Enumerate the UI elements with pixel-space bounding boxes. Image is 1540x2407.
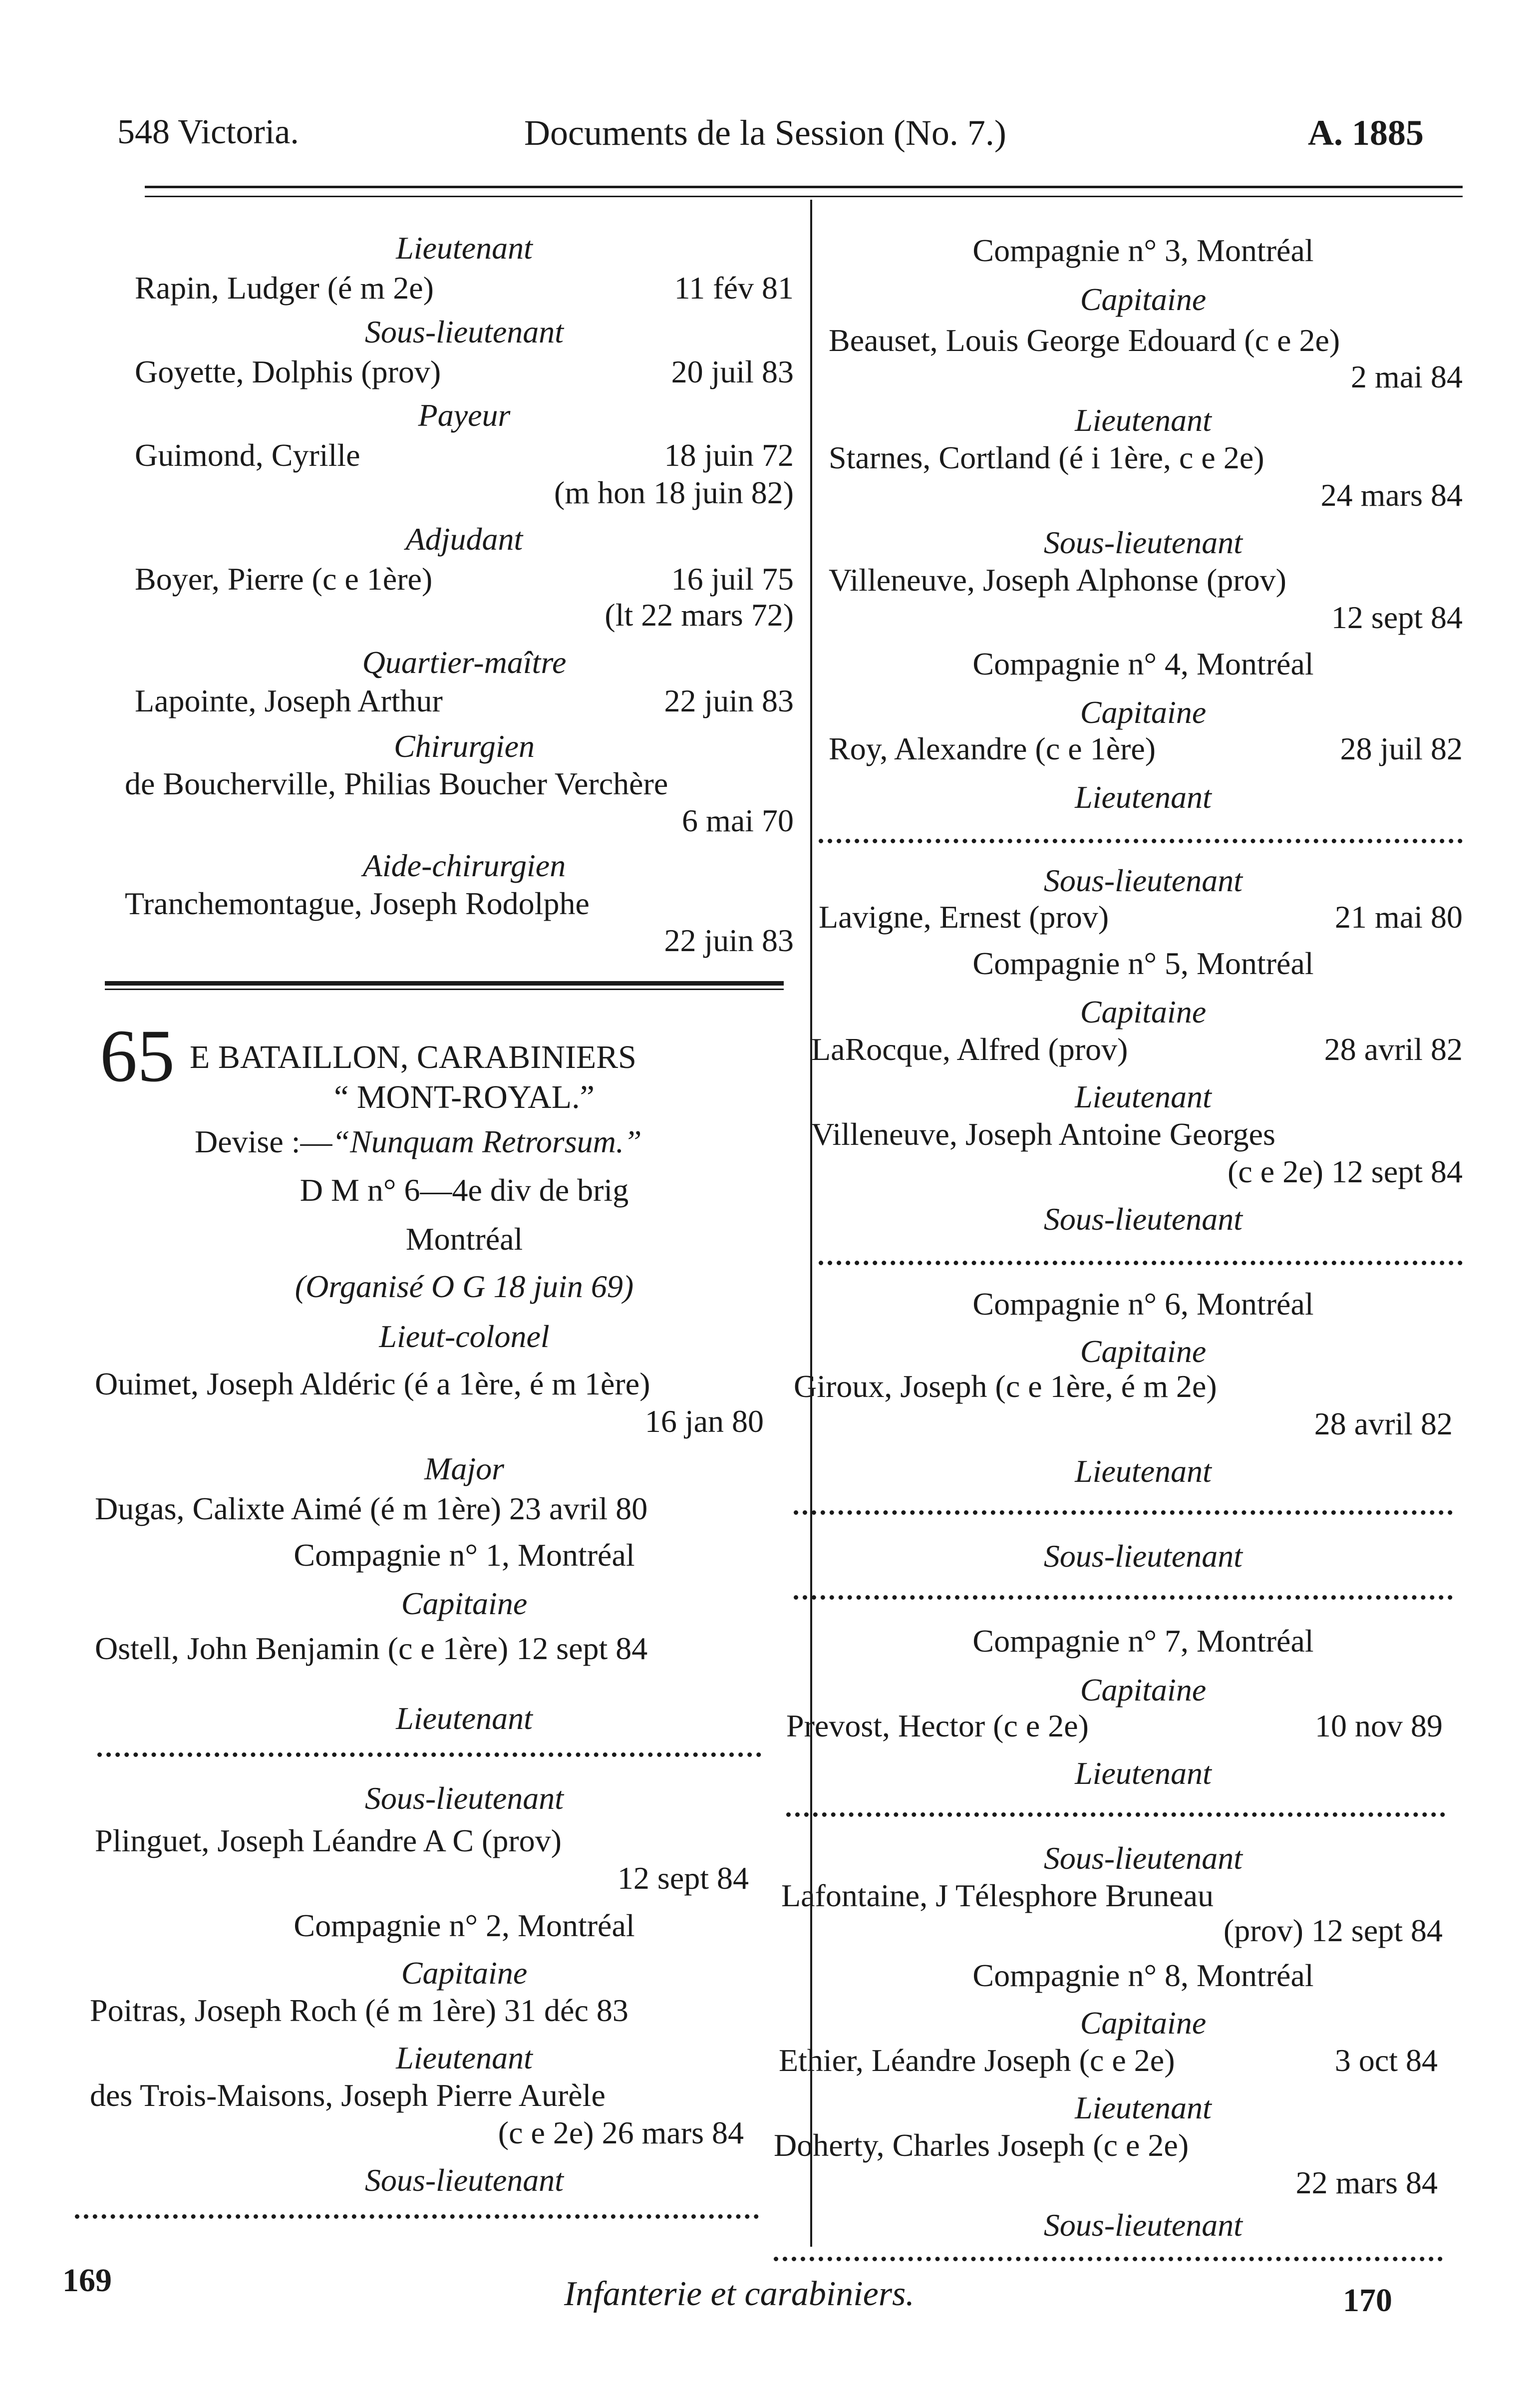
officer-note: (lt 22 mars 72): [605, 597, 794, 633]
officer-note: (m hon 18 juin 82): [554, 475, 794, 510]
section-rule-thin: [105, 989, 784, 990]
officer-date: 10 nov 89: [1315, 1708, 1443, 1743]
footer-page-left: 169: [62, 2262, 112, 2299]
officer-date: (c e 2e) 26 mars 84: [498, 2115, 744, 2150]
battalion-title: E BATAILLON, CARABINIERS: [190, 1039, 636, 1075]
vacancy-dots: [97, 1752, 761, 1757]
rank-label: Lieutenant: [1075, 1755, 1212, 1791]
rank-label: Sous-lieutenant: [1043, 1840, 1243, 1876]
rank-label: Sous-lieutenant: [364, 1780, 564, 1816]
officer-date: 24 mars 84: [1320, 477, 1463, 513]
officer-date: 28 avril 82: [1314, 1406, 1453, 1441]
officer-date: 12 sept 84: [1331, 600, 1463, 635]
company-heading: Compagnie n° 4, Montréal: [972, 646, 1314, 682]
vacancy-dots: [786, 1812, 1445, 1817]
company-heading: Compagnie n° 5, Montréal: [972, 946, 1314, 981]
header-page-ref: 548 Victoria.: [117, 113, 299, 151]
vacancy-dots: [794, 1595, 1453, 1600]
officer-name: Dugas, Calixte Aimé (é m 1ère) 23 avril 80: [95, 1491, 648, 1526]
officer-date: (c e 2e) 12 sept 84: [1228, 1154, 1463, 1189]
officer-name: Starnes, Cortland (é i 1ère, c e 2e): [829, 440, 1264, 475]
organisation-date: (Organisé O G 18 juin 69): [295, 1269, 634, 1304]
officer-date: 16 jan 80: [644, 1403, 764, 1439]
company-heading: Compagnie n° 1, Montréal: [294, 1537, 635, 1573]
rank-label: Sous-lieutenant: [364, 314, 564, 349]
officer-name: Rapin, Ludger (é m 2e): [135, 270, 434, 306]
rank-label: Capitaine: [1080, 994, 1207, 1030]
rank-label: Lieutenant: [1075, 1079, 1212, 1114]
officer-date: 3 oct 84: [1334, 2043, 1438, 2078]
officer-date: 20 juil 83: [671, 354, 794, 389]
officer-name: Plinguet, Joseph Léandre A C (prov): [95, 1823, 562, 1858]
rank-label: Capitaine: [1080, 694, 1207, 730]
rank-label: Sous-lieutenant: [1043, 2207, 1243, 2243]
rank-label: Lieutenant: [1075, 1453, 1212, 1489]
officer-name: Lafontaine, J Télesphore Bruneau: [781, 1878, 1214, 1913]
officer-name: de Boucherville, Philias Boucher Verchère: [125, 766, 668, 801]
rank-label: Lieutenant: [1075, 402, 1212, 438]
officer-name: Ouimet, Joseph Aldéric (é a 1ère, é m 1ère): [95, 1366, 650, 1401]
officer-name: Goyette, Dolphis (prov): [135, 354, 441, 389]
battalion-title-2: “ MONT-ROYAL.”: [334, 1079, 595, 1115]
vacancy-dots: [819, 1261, 1463, 1265]
officer-name: LaRocque, Alfred (prov): [811, 1032, 1128, 1067]
officer-date: 22 juin 83: [664, 923, 794, 958]
company-heading: Compagnie n° 7, Montréal: [972, 1623, 1314, 1659]
header-year: A. 1885: [1308, 113, 1424, 153]
officer-date: 12 sept 84: [617, 1860, 749, 1896]
rank-label: Aide-chirurgien: [362, 848, 566, 883]
officer-name: Roy, Alexandre (c e 1ère): [829, 731, 1156, 766]
motto-text: “Nunquam Retrorsum.”: [332, 1124, 642, 1159]
rank-label: Lieutenant: [1075, 779, 1212, 815]
motto-line: [195, 1126, 641, 1158]
officer-name: Poitras, Joseph Roch (é m 1ère) 31 déc 83: [90, 1993, 628, 2028]
rank-label: Capitaine: [1080, 282, 1207, 317]
officer-name: Lapointe, Joseph Arthur: [135, 683, 443, 718]
officer-name: Lavigne, Ernest (prov): [819, 899, 1109, 935]
header-title: Documents de la Session (No. 7.): [524, 113, 1006, 153]
officer-name: Guimond, Cyrille: [135, 437, 360, 473]
vacancy-dots: [819, 839, 1463, 843]
company-heading: Compagnie n° 2, Montréal: [294, 1908, 635, 1943]
rank-label: Sous-lieutenant: [1043, 525, 1243, 560]
rank-label: Quartier-maître: [362, 645, 567, 680]
officer-name: Giroux, Joseph (c e 1ère, é m 2e): [794, 1369, 1217, 1404]
rank-label: Lieutenant: [396, 230, 533, 266]
rank-label: Capitaine: [401, 1586, 528, 1621]
column-divider: [810, 200, 812, 2247]
company-heading: Compagnie n° 6, Montréal: [972, 1286, 1314, 1322]
officer-date: 2 mai 84: [1351, 359, 1463, 394]
officer-date: 28 juil 82: [1340, 731, 1463, 766]
officer-name: Ethier, Léandre Joseph (c e 2e): [779, 2043, 1175, 2078]
rank-label: Payeur: [418, 397, 511, 433]
vacancy-dots: [794, 1510, 1453, 1515]
officer-name: Villeneuve, Joseph Alphonse (prov): [829, 562, 1286, 598]
officer-date: 21 mai 80: [1335, 899, 1463, 935]
officer-name: Tranchemontague, Joseph Rodolphe: [125, 886, 590, 921]
battalion-number: 65: [100, 1015, 175, 1097]
company-heading: Compagnie n° 3, Montréal: [972, 233, 1314, 268]
officer-date: 11 fév 81: [674, 270, 794, 306]
rank-label: Lieutenant: [1075, 2090, 1212, 2125]
officer-name: des Trois-Maisons, Joseph Pierre Aurèle: [90, 2077, 606, 2113]
footer-section-title: Infanterie et carabiniers.: [564, 2275, 915, 2313]
officer-date: 22 juin 83: [664, 683, 794, 718]
rank-label: Capitaine: [1080, 1334, 1207, 1369]
officer-name: Boyer, Pierre (c e 1ère): [135, 561, 433, 597]
rank-label: Sous-lieutenant: [364, 2162, 564, 2198]
header-rule-thin: [145, 196, 1463, 197]
officer-name: Doherty, Charles Joseph (c e 2e): [774, 2127, 1189, 2163]
officer-date: (prov) 12 sept 84: [1223, 1913, 1443, 1948]
officer-name: Ostell, John Benjamin (c e 1ère) 12 sept 84: [95, 1631, 648, 1666]
officer-name: Villeneuve, Joseph Antoine Georges: [811, 1116, 1275, 1152]
header-rule-thick: [145, 186, 1463, 188]
officer-date: 16 juil 75: [671, 561, 794, 597]
battalion-city: Montréal: [405, 1221, 523, 1257]
rank-label: Lieut-colonel: [379, 1319, 550, 1354]
officer-date: 28 avril 82: [1324, 1032, 1463, 1067]
officer-name: Beauset, Louis George Edouard (c e 2e): [829, 323, 1340, 358]
officer-date: 18 juin 72: [664, 437, 794, 473]
motto-label: Devise :—: [195, 1124, 332, 1159]
rank-label: Capitaine: [1080, 2005, 1207, 2041]
section-rule: [105, 981, 784, 986]
officer-date: 22 mars 84: [1295, 2165, 1438, 2200]
company-heading: Compagnie n° 8, Montréal: [972, 1958, 1314, 1993]
rank-label: Chirurgien: [393, 728, 535, 764]
officer-date: 6 mai 70: [682, 803, 794, 838]
military-district: D M n° 6—4e div de brig: [300, 1172, 629, 1208]
rank-label: Capitaine: [1080, 1672, 1207, 1708]
footer-page-right: 170: [1343, 2282, 1392, 2319]
rank-label: Lieutenant: [396, 2040, 533, 2075]
officer-name: Prevost, Hector (c e 2e): [786, 1708, 1089, 1743]
rank-label: Adjudant: [405, 521, 523, 557]
vacancy-dots: [75, 2214, 759, 2219]
rank-label: Lieutenant: [396, 1701, 533, 1736]
rank-label: Sous-lieutenant: [1043, 1201, 1243, 1237]
rank-label: Major: [424, 1451, 504, 1486]
rank-label: Sous-lieutenant: [1043, 863, 1243, 898]
rank-label: Sous-lieutenant: [1043, 1538, 1243, 1574]
vacancy-dots: [774, 2257, 1443, 2261]
rank-label: Capitaine: [401, 1955, 528, 1991]
